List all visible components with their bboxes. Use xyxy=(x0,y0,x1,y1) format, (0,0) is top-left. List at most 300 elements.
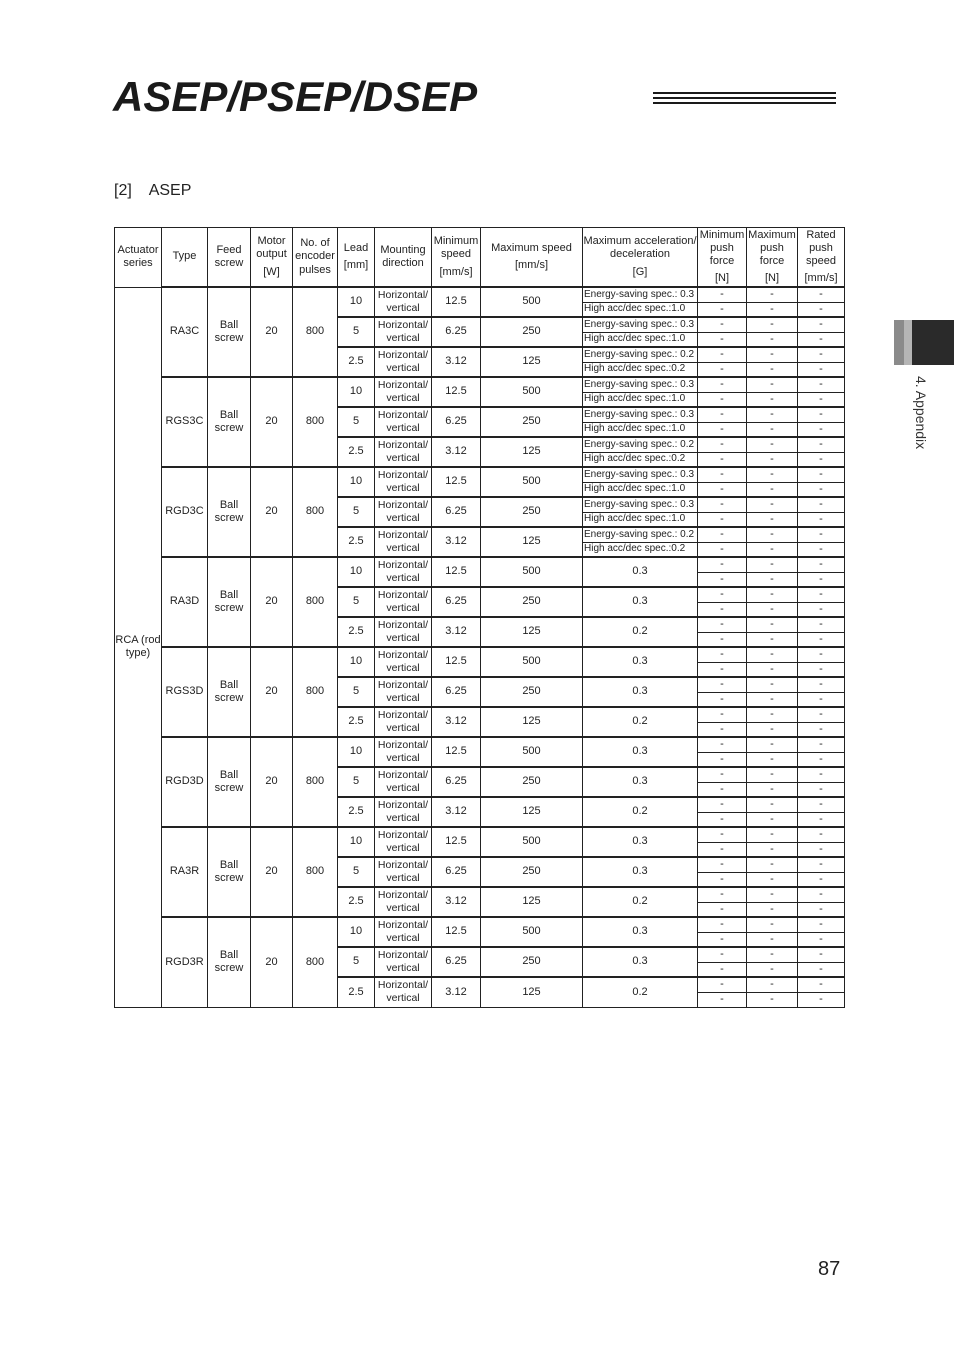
push-spec-cell: - xyxy=(698,827,747,842)
acceleration-cell: Energy-saving spec.: 0.3 xyxy=(583,287,698,302)
lead-cell: 2.5 xyxy=(338,527,375,557)
min-speed-cell: 3.12 xyxy=(432,887,481,917)
chapter-tab-marker xyxy=(894,320,954,365)
acceleration-cell: 0.3 xyxy=(583,737,698,767)
min-speed-cell: 6.25 xyxy=(432,407,481,437)
push-spec-cell: - xyxy=(698,797,747,812)
min-speed-cell: 12.5 xyxy=(432,287,481,317)
type-cell: RGS3D xyxy=(162,647,208,737)
chapter-label: 4. Appendix xyxy=(913,376,929,450)
acceleration-cell: 0.3 xyxy=(583,767,698,797)
column-header-unit: [N] xyxy=(714,272,730,285)
mounting-direction-cell: Horizontal/ vertical xyxy=(375,467,432,497)
mounting-direction-cell: Horizontal/ vertical xyxy=(375,287,432,317)
push-spec-cell: - xyxy=(798,407,845,422)
encoder-pulses-cell: 800 xyxy=(293,467,338,557)
push-spec-cell: - xyxy=(747,452,798,467)
push-spec-cell: - xyxy=(798,587,845,602)
push-spec-cell: - xyxy=(747,752,798,767)
push-spec-cell: - xyxy=(798,827,845,842)
push-spec-cell: - xyxy=(747,332,798,347)
push-spec-cell: - xyxy=(798,692,845,707)
motor-output-cell: 20 xyxy=(251,467,293,557)
push-spec-cell: - xyxy=(698,842,747,857)
spec-table xyxy=(114,227,845,1008)
column-header xyxy=(293,228,338,288)
push-spec-cell: - xyxy=(747,287,798,302)
min-speed-cell: 3.12 xyxy=(432,437,481,467)
type-cell: RA3C xyxy=(162,287,208,377)
acceleration-cell: 0.2 xyxy=(583,977,698,1007)
column-header-label: No. of encoder pulses xyxy=(295,237,335,276)
lead-cell: 10 xyxy=(338,737,375,767)
push-spec-cell: - xyxy=(747,977,798,992)
push-spec-cell: - xyxy=(798,542,845,557)
push-spec-cell: - xyxy=(747,707,798,722)
mounting-direction-cell: Horizontal/ vertical xyxy=(375,347,432,377)
push-spec-cell: - xyxy=(698,512,747,527)
motor-output-cell: 20 xyxy=(251,287,293,377)
lead-cell: 5 xyxy=(338,767,375,797)
table-row xyxy=(115,917,845,932)
push-spec-cell: - xyxy=(798,992,845,1007)
push-spec-cell: - xyxy=(747,302,798,317)
table-row xyxy=(115,647,845,662)
push-spec-cell: - xyxy=(698,782,747,797)
column-header xyxy=(432,228,481,288)
acceleration-cell: High acc/dec spec.:1.0 xyxy=(583,482,698,497)
max-speed-cell: 250 xyxy=(481,767,583,797)
column-header xyxy=(375,228,432,288)
column-header-label: Motor output xyxy=(256,235,287,261)
push-spec-cell: - xyxy=(747,782,798,797)
push-spec-cell: - xyxy=(698,287,747,302)
push-spec-cell: - xyxy=(798,467,845,482)
push-spec-cell: - xyxy=(798,662,845,677)
push-spec-cell: - xyxy=(698,767,747,782)
push-spec-cell: - xyxy=(798,332,845,347)
min-speed-cell: 12.5 xyxy=(432,647,481,677)
lead-cell: 2.5 xyxy=(338,437,375,467)
min-speed-cell: 12.5 xyxy=(432,827,481,857)
push-spec-cell: - xyxy=(747,827,798,842)
push-spec-cell: - xyxy=(747,482,798,497)
feed-screw-cell: Ball screw xyxy=(208,377,251,467)
push-spec-cell: - xyxy=(698,752,747,767)
push-spec-cell: - xyxy=(698,677,747,692)
acceleration-cell: High acc/dec spec.:1.0 xyxy=(583,302,698,317)
acceleration-cell: Energy-saving spec.: 0.3 xyxy=(583,377,698,392)
push-spec-cell: - xyxy=(698,587,747,602)
max-speed-cell: 250 xyxy=(481,857,583,887)
encoder-pulses-cell: 800 xyxy=(293,917,338,1007)
push-spec-cell: - xyxy=(798,362,845,377)
push-spec-cell: - xyxy=(747,512,798,527)
lead-cell: 10 xyxy=(338,917,375,947)
push-spec-cell: - xyxy=(747,377,798,392)
max-speed-cell: 500 xyxy=(481,737,583,767)
column-header xyxy=(698,228,747,288)
push-spec-cell: - xyxy=(798,452,845,467)
acceleration-cell: High acc/dec spec.:1.0 xyxy=(583,392,698,407)
acceleration-cell: High acc/dec spec.:0.2 xyxy=(583,542,698,557)
column-header xyxy=(747,228,798,288)
column-header-label: Rated push speed xyxy=(806,228,836,267)
feed-screw-cell: Ball screw xyxy=(208,467,251,557)
column-header-unit: [W] xyxy=(263,265,280,278)
push-spec-cell: - xyxy=(747,737,798,752)
product-logo xyxy=(113,70,843,130)
max-speed-cell: 250 xyxy=(481,677,583,707)
push-spec-cell: - xyxy=(798,512,845,527)
mounting-direction-cell: Horizontal/ vertical xyxy=(375,767,432,797)
table-body xyxy=(115,287,845,1007)
acceleration-cell: High acc/dec spec.:0.2 xyxy=(583,452,698,467)
column-header-unit: [mm/s] xyxy=(515,259,548,271)
max-speed-cell: 250 xyxy=(481,317,583,347)
acceleration-cell: 0.2 xyxy=(583,707,698,737)
column-header-label: Lead xyxy=(343,241,369,254)
lead-cell: 2.5 xyxy=(338,887,375,917)
tab-shade-mid xyxy=(904,320,912,365)
max-speed-cell: 500 xyxy=(481,287,583,317)
acceleration-cell: Energy-saving spec.: 0.2 xyxy=(583,527,698,542)
page-number: 87 xyxy=(818,1258,841,1280)
column-header-unit: [mm/s] xyxy=(439,265,473,278)
push-spec-cell: - xyxy=(747,692,798,707)
max-speed-cell: 500 xyxy=(481,377,583,407)
motor-output-cell: 20 xyxy=(251,647,293,737)
push-spec-cell: - xyxy=(698,452,747,467)
table-row xyxy=(115,827,845,842)
push-spec-cell: - xyxy=(698,692,747,707)
push-spec-cell: - xyxy=(698,422,747,437)
lead-cell: 2.5 xyxy=(338,797,375,827)
column-header-unit: [G] xyxy=(632,265,648,278)
column-header xyxy=(208,228,251,288)
push-spec-cell: - xyxy=(798,857,845,872)
mounting-direction-cell: Horizontal/ vertical xyxy=(375,947,432,977)
push-spec-cell: - xyxy=(798,632,845,647)
feed-screw-cell: Ball screw xyxy=(208,917,251,1007)
feed-screw-cell: Ball screw xyxy=(208,827,251,917)
mounting-direction-cell: Horizontal/ vertical xyxy=(375,917,432,947)
max-speed-cell: 125 xyxy=(481,617,583,647)
push-spec-cell: - xyxy=(698,992,747,1007)
push-spec-cell: - xyxy=(798,887,845,902)
push-spec-cell: - xyxy=(747,527,798,542)
acceleration-cell: 0.3 xyxy=(583,857,698,887)
min-speed-cell: 6.25 xyxy=(432,947,481,977)
push-spec-cell: - xyxy=(798,572,845,587)
push-spec-cell: - xyxy=(698,467,747,482)
min-speed-cell: 12.5 xyxy=(432,917,481,947)
min-speed-cell: 3.12 xyxy=(432,527,481,557)
push-spec-cell: - xyxy=(698,497,747,512)
min-speed-cell: 6.25 xyxy=(432,857,481,887)
push-spec-cell: - xyxy=(698,482,747,497)
push-spec-cell: - xyxy=(747,467,798,482)
max-speed-cell: 500 xyxy=(481,827,583,857)
push-spec-cell: - xyxy=(698,662,747,677)
push-spec-cell: - xyxy=(747,572,798,587)
type-cell: RA3D xyxy=(162,557,208,647)
motor-output-cell: 20 xyxy=(251,917,293,1007)
acceleration-cell: Energy-saving spec.: 0.3 xyxy=(583,407,698,422)
lead-cell: 5 xyxy=(338,407,375,437)
type-cell: RGS3C xyxy=(162,377,208,467)
push-spec-cell: - xyxy=(747,887,798,902)
max-speed-cell: 250 xyxy=(481,587,583,617)
push-spec-cell: - xyxy=(747,677,798,692)
acceleration-cell: Energy-saving spec.: 0.2 xyxy=(583,347,698,362)
push-spec-cell: - xyxy=(747,947,798,962)
encoder-pulses-cell: 800 xyxy=(293,377,338,467)
push-spec-cell: - xyxy=(698,392,747,407)
push-spec-cell: - xyxy=(747,407,798,422)
push-spec-cell: - xyxy=(698,902,747,917)
push-spec-cell: - xyxy=(698,317,747,332)
column-header xyxy=(162,228,208,288)
push-spec-cell: - xyxy=(747,932,798,947)
table-row xyxy=(115,557,845,572)
encoder-pulses-cell: 800 xyxy=(293,737,338,827)
min-speed-cell: 12.5 xyxy=(432,467,481,497)
push-spec-cell: - xyxy=(747,902,798,917)
acceleration-cell: 0.2 xyxy=(583,797,698,827)
column-header-label: Minimum speed xyxy=(433,235,479,261)
push-spec-cell: - xyxy=(747,437,798,452)
lead-cell: 2.5 xyxy=(338,617,375,647)
min-speed-cell: 3.12 xyxy=(432,977,481,1007)
column-header-label: Mounting direction xyxy=(380,243,426,269)
lead-cell: 5 xyxy=(338,857,375,887)
push-spec-cell: - xyxy=(798,557,845,572)
lead-cell: 5 xyxy=(338,677,375,707)
feed-screw-cell: Ball screw xyxy=(208,737,251,827)
lead-cell: 2.5 xyxy=(338,347,375,377)
max-speed-cell: 500 xyxy=(481,467,583,497)
motor-output-cell: 20 xyxy=(251,737,293,827)
push-spec-cell: - xyxy=(798,707,845,722)
min-speed-cell: 3.12 xyxy=(432,347,481,377)
push-spec-cell: - xyxy=(798,347,845,362)
column-header-label: Maximum push force xyxy=(748,228,796,267)
push-spec-cell: - xyxy=(698,347,747,362)
push-spec-cell: - xyxy=(747,647,798,662)
push-spec-cell: - xyxy=(747,797,798,812)
acceleration-cell: 0.2 xyxy=(583,887,698,917)
push-spec-cell: - xyxy=(747,962,798,977)
min-speed-cell: 6.25 xyxy=(432,587,481,617)
lead-cell: 5 xyxy=(338,317,375,347)
push-spec-cell: - xyxy=(698,647,747,662)
push-spec-cell: - xyxy=(747,362,798,377)
column-header xyxy=(583,228,698,288)
min-speed-cell: 12.5 xyxy=(432,737,481,767)
push-spec-cell: - xyxy=(747,857,798,872)
max-speed-cell: 250 xyxy=(481,947,583,977)
column-header xyxy=(115,228,162,288)
push-spec-cell: - xyxy=(798,917,845,932)
lead-cell: 10 xyxy=(338,557,375,587)
push-spec-cell: - xyxy=(698,437,747,452)
push-spec-cell: - xyxy=(798,677,845,692)
column-header-label: Type xyxy=(172,250,197,263)
acceleration-cell: Energy-saving spec.: 0.3 xyxy=(583,497,698,512)
push-spec-cell: - xyxy=(798,977,845,992)
push-spec-cell: - xyxy=(798,737,845,752)
mounting-direction-cell: Horizontal/ vertical xyxy=(375,737,432,767)
lead-cell: 5 xyxy=(338,947,375,977)
lead-cell: 10 xyxy=(338,377,375,407)
push-spec-cell: - xyxy=(798,752,845,767)
min-speed-cell: 6.25 xyxy=(432,497,481,527)
push-spec-cell: - xyxy=(798,302,845,317)
acceleration-cell: 0.3 xyxy=(583,677,698,707)
push-spec-cell: - xyxy=(698,722,747,737)
encoder-pulses-cell: 800 xyxy=(293,647,338,737)
push-spec-cell: - xyxy=(698,542,747,557)
max-speed-cell: 500 xyxy=(481,557,583,587)
push-spec-cell: - xyxy=(747,992,798,1007)
push-spec-cell: - xyxy=(698,332,747,347)
min-speed-cell: 3.12 xyxy=(432,797,481,827)
lead-cell: 2.5 xyxy=(338,977,375,1007)
push-spec-cell: - xyxy=(798,797,845,812)
push-spec-cell: - xyxy=(747,617,798,632)
push-spec-cell: - xyxy=(747,347,798,362)
tab-shade-dark xyxy=(912,320,954,365)
push-spec-cell: - xyxy=(698,917,747,932)
push-spec-cell: - xyxy=(798,722,845,737)
mounting-direction-cell: Horizontal/ vertical xyxy=(375,587,432,617)
push-spec-cell: - xyxy=(698,302,747,317)
push-spec-cell: - xyxy=(698,857,747,872)
mounting-direction-cell: Horizontal/ vertical xyxy=(375,707,432,737)
mounting-direction-cell: Horizontal/ vertical xyxy=(375,497,432,527)
acceleration-cell: High acc/dec spec.:1.0 xyxy=(583,422,698,437)
min-speed-cell: 6.25 xyxy=(432,767,481,797)
actuator-series-cell: RCA (rod type) xyxy=(115,287,162,1007)
acceleration-cell: 0.3 xyxy=(583,947,698,977)
column-header-label: Maximum acceleration/ deceleration xyxy=(583,235,697,261)
push-spec-cell: - xyxy=(747,392,798,407)
push-spec-cell: - xyxy=(698,602,747,617)
type-cell: RGD3C xyxy=(162,467,208,557)
acceleration-cell: High acc/dec spec.:1.0 xyxy=(583,512,698,527)
column-header-unit: [mm/s] xyxy=(804,272,838,285)
logo-rule-lines xyxy=(653,92,836,108)
push-spec-cell: - xyxy=(698,557,747,572)
push-spec-cell: - xyxy=(798,947,845,962)
max-speed-cell: 500 xyxy=(481,647,583,677)
max-speed-cell: 250 xyxy=(481,497,583,527)
column-header-label: Maximum speed xyxy=(491,241,572,254)
push-spec-cell: - xyxy=(798,647,845,662)
max-speed-cell: 125 xyxy=(481,347,583,377)
max-speed-cell: 500 xyxy=(481,917,583,947)
push-spec-cell: - xyxy=(698,572,747,587)
push-spec-cell: - xyxy=(698,617,747,632)
motor-output-cell: 20 xyxy=(251,557,293,647)
push-spec-cell: - xyxy=(747,602,798,617)
push-spec-cell: - xyxy=(698,812,747,827)
table-header-row xyxy=(115,228,845,288)
push-spec-cell: - xyxy=(698,377,747,392)
column-header xyxy=(481,228,583,288)
section-title: [2] ASEP xyxy=(114,182,192,199)
push-spec-cell: - xyxy=(698,977,747,992)
acceleration-cell: Energy-saving spec.: 0.3 xyxy=(583,467,698,482)
column-header-unit: [mm] xyxy=(343,259,369,271)
type-cell: RA3R xyxy=(162,827,208,917)
push-spec-cell: - xyxy=(798,842,845,857)
table-row xyxy=(115,467,845,482)
min-speed-cell: 12.5 xyxy=(432,557,481,587)
mounting-direction-cell: Horizontal/ vertical xyxy=(375,887,432,917)
column-header-label: Actuator series xyxy=(117,244,159,270)
table-row xyxy=(115,287,845,302)
push-spec-cell: - xyxy=(698,887,747,902)
min-speed-cell: 6.25 xyxy=(432,317,481,347)
table-row xyxy=(115,377,845,392)
column-header xyxy=(251,228,293,288)
acceleration-cell: 0.3 xyxy=(583,827,698,857)
type-cell: RGD3D xyxy=(162,737,208,827)
min-speed-cell: 3.12 xyxy=(432,617,481,647)
tab-shade-light xyxy=(894,320,904,365)
push-spec-cell: - xyxy=(798,392,845,407)
feed-screw-cell: Ball screw xyxy=(208,557,251,647)
push-spec-cell: - xyxy=(747,662,798,677)
push-spec-cell: - xyxy=(798,287,845,302)
push-spec-cell: - xyxy=(798,617,845,632)
push-spec-cell: - xyxy=(747,812,798,827)
mounting-direction-cell: Horizontal/ vertical xyxy=(375,617,432,647)
push-spec-cell: - xyxy=(798,767,845,782)
encoder-pulses-cell: 800 xyxy=(293,827,338,917)
column-header-label: Minimum push force xyxy=(699,228,745,267)
push-spec-cell: - xyxy=(798,602,845,617)
push-spec-cell: - xyxy=(698,737,747,752)
min-speed-cell: 3.12 xyxy=(432,707,481,737)
push-spec-cell: - xyxy=(798,812,845,827)
push-spec-cell: - xyxy=(798,317,845,332)
mounting-direction-cell: Horizontal/ vertical xyxy=(375,317,432,347)
push-spec-cell: - xyxy=(747,767,798,782)
max-speed-cell: 125 xyxy=(481,887,583,917)
lead-cell: 5 xyxy=(338,497,375,527)
acceleration-cell: 0.3 xyxy=(583,587,698,617)
push-spec-cell: - xyxy=(747,872,798,887)
push-spec-cell: - xyxy=(747,632,798,647)
lead-cell: 5 xyxy=(338,587,375,617)
logo-text: ASEP/PSEP/DSEP xyxy=(113,73,478,120)
push-spec-cell: - xyxy=(698,872,747,887)
lead-cell: 10 xyxy=(338,827,375,857)
max-speed-cell: 125 xyxy=(481,797,583,827)
push-spec-cell: - xyxy=(698,932,747,947)
push-spec-cell: - xyxy=(698,362,747,377)
push-spec-cell: - xyxy=(698,632,747,647)
mounting-direction-cell: Horizontal/ vertical xyxy=(375,827,432,857)
push-spec-cell: - xyxy=(798,497,845,512)
push-spec-cell: - xyxy=(798,962,845,977)
lead-cell: 2.5 xyxy=(338,707,375,737)
push-spec-cell: - xyxy=(698,527,747,542)
acceleration-cell: 0.2 xyxy=(583,617,698,647)
